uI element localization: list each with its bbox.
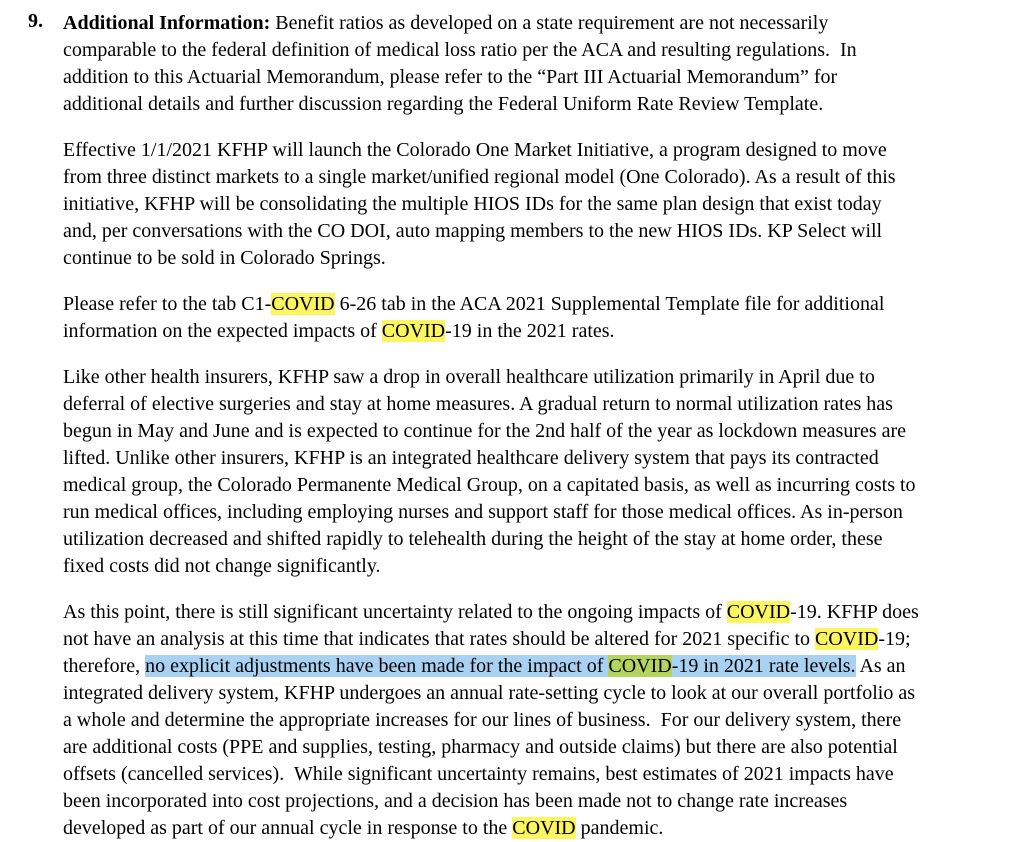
text-line [63,761,1018,788]
text-segment: therefore, [63,655,146,677]
text-segment: not have an analysis at this time that indicates that rates should be altered for 2021 specific to [63,628,816,650]
text-segment: run medical offices, including employing nurses and support staff for those medical offices. As in-person [63,501,903,523]
text-line [63,137,1018,164]
text-line [63,391,1018,418]
text-line [63,707,1018,734]
text-segment: initiative, KFHP will be consolidating the multiple HIOS IDs for the same plan design that exist today [63,193,882,215]
text-line [63,445,1018,472]
paragraph [63,137,1018,272]
text-line [63,680,1018,707]
text-line [63,626,1018,653]
text-line [63,653,1018,680]
highlight-yellow: COVID [726,601,791,623]
text-line [63,364,1018,391]
text-segment: utilization decreased and shifted rapidly to telehealth during the height of the stay at home order, these [63,528,883,550]
text-segment: information on the expected impacts of [63,320,382,342]
text-line [63,245,1018,272]
text-segment: integrated delivery system, KFHP undergoes an annual rate-setting cycle to look at our overall portfolio as [63,682,915,704]
text-line [63,788,1018,815]
text-segment: medical group, the Colorado Permanente Medical Group, on a capitated basis, as well as incurring costs to [63,474,916,496]
text-segment: 6-26 tab in the ACA 2021 Supplemental Template file for additional [334,293,885,315]
text-line [63,553,1018,580]
text-line [63,91,1018,118]
text-line [63,191,1018,218]
text-line [63,734,1018,761]
text-segment: additional details and further discussion regarding the Federal Uniform Rate Review Template. [63,93,824,115]
text-line [63,164,1018,191]
text-segment: lifted. Unlike other insurers, KFHP is an integrated healthcare delivery system that pays its contracted [63,447,879,469]
text-segment: As an [855,655,906,677]
highlight-yellow: COVID [381,320,446,342]
text-segment: Please refer to the tab C1- [63,293,272,315]
text-segment: Benefit ratios as developed on a state requirement are not necessarily [270,12,829,34]
text-segment: Effective 1/1/2021 KFHP will launch the Colorado One Market Initiative, a program designed to move [63,139,887,161]
text-segment: fixed costs did not change significantly. [63,555,381,577]
text-line [63,218,1018,245]
text-segment: been incorporated into cost projections, and a decision has been made not to change rate increases [63,790,848,812]
text-segment: Like other health insurers, KFHP saw a drop in overall healthcare utilization primarily in April due to [63,366,875,388]
paragraph [63,291,1018,345]
text-line [63,499,1018,526]
text-line [63,472,1018,499]
highlight-yellow: COVID [815,628,879,650]
text-segment: from three distinct markets to a single market/unified regional model (One Colorado). As a result of this [63,166,896,188]
text-line [63,318,1018,345]
highlight-yellow: COVID [271,293,335,315]
text-segment: addition to this Actuarial Memorandum, please refer to the “Part III Actuarial Memorandum” for [63,66,838,88]
text-segment: comparable to the federal definition of medical loss ratio per the ACA and resulting regulations. In [63,39,857,61]
text-line [63,37,1018,64]
list-item-number: 9. [28,10,43,32]
bold-text: Additional Information: [63,12,271,34]
text-segment: offsets (cancelled services). While significant uncertainty remains, best estimates of 2021 impacts have [63,763,894,785]
text-segment: a whole and determine the appropriate increases for our lines of business. For our delivery system, there [63,709,902,731]
document-body [63,10,1018,842]
text-segment: begun in May and June and is expected to continue for the 2nd half of the year as lockdown measures are [63,420,907,442]
text-line [63,291,1018,318]
text-segment: developed as part of our annual cycle in response to the [63,817,513,839]
text-line [63,815,1018,842]
paragraph [63,599,1018,842]
text-line [63,10,1018,37]
paragraph [63,10,1018,118]
highlight-yellow: COVID [512,817,576,839]
paragraph [63,364,1018,580]
text-segment: pandemic. [575,817,664,839]
text-segment: deferral of elective surgeries and stay at home measures. A gradual return to normal utilization rates has [63,393,893,415]
text-segment: As this point, there is still significant uncertainty related to the ongoing impacts of [63,601,727,623]
text-segment: and, per conversations with the CO DOI, auto mapping members to the new HIOS IDs. KP Select will [63,220,883,242]
text-segment: -19 in the 2021 rates. [445,320,615,342]
text-segment: continue to be sold in Colorado Springs. [63,247,386,269]
text-line [63,526,1018,553]
text-segment: -19; [878,628,911,650]
text-segment: -19. KFHP does [790,601,919,623]
highlight-blue: -19 in 2021 rate levels. [671,655,856,677]
text-segment: are additional costs (PPE and supplies, testing, pharmacy and outside claims) but there are also potential [63,736,898,758]
text-line [63,64,1018,91]
highlight-green: COVID [608,655,672,677]
text-line [63,599,1018,626]
highlight-blue: no explicit adjustments have been made for the impact of [145,655,609,677]
text-line [63,418,1018,445]
